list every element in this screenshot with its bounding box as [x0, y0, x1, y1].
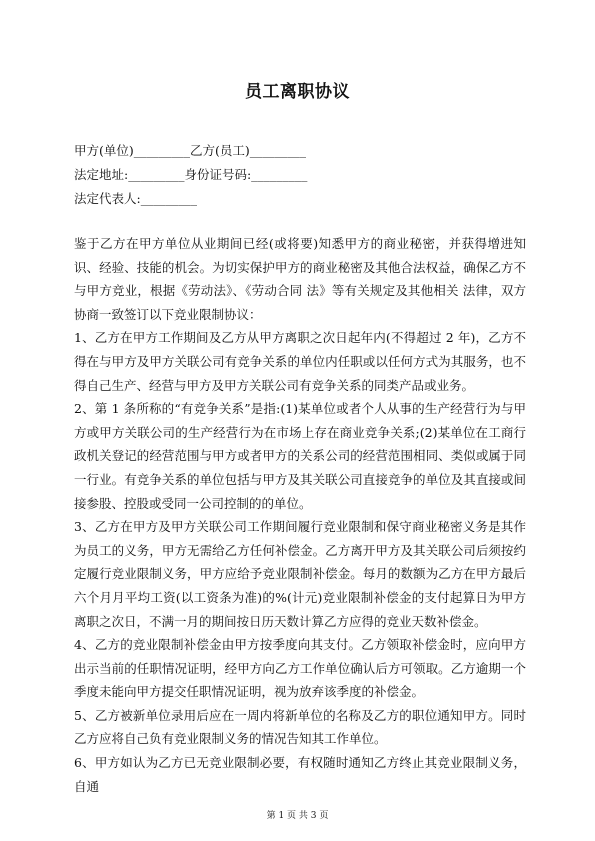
document-title: 员工离职协议	[245, 82, 350, 102]
clause-3: 3、乙方在甲方及甲方关联公司工作期间履行竞业限制和保守商业秘密义务是其作为员工的义务，甲方无需给乙方任何补偿金。乙方离开甲方及其关联公司后须按约定履行竞业限制义务，甲方应给予竞业限制补偿金。每月的数额为乙方在甲方最后六个月月平均工资(以工资条为准)的%(计元)竞业限制补偿金的支付起算日为甲方离职之次日，不满一月的期间按日历天数计算乙方应得的竞业天数补偿金。	[74, 519, 526, 629]
clause-6: 6、甲方如认为乙方已无竞业限制必要，有权随时通知乙方终止其竞业限制义务，自通	[74, 755, 526, 794]
clause-4: 4、乙方的竞业限制补偿金由甲方按季度向其支付。乙方领取补偿金时，应向甲方出示当前的任职情况证明，经甲方向乙方工作单位确认后方可领取。乙方逾期一个季度未能向甲方提交任职情况证明，视为放弃该季度的补偿金。	[74, 637, 526, 700]
page-number: 第 1 页 共 3 页	[266, 811, 329, 821]
clause-2: 2、第 1 条所称的“有竞争关系”是指:(1)某单位或者个人从事的生产经营行为与甲方或甲方关联公司的生产经营行为在市场上存在商业竞争关系;(2)某单位在工商行政机关登记的经营范围与甲方或者甲方的关系公司的经营范围相同、类似或属于同一行业。有竞争关系的单位包括与甲方及其关联公司直接竞争的单位及其直接或间接参股、控股或受同一公司控制的的单位。	[74, 401, 526, 511]
agreement-body	[74, 232, 526, 798]
party-line: 甲方(单位)_________乙方(员工)_________	[74, 143, 307, 158]
clause-1: 1、乙方在甲方工作期间及乙方从甲方离职之次日起年内(不得超过 2 年)，乙方不得在与甲方及甲方关联公司有竞争关系的单位内任职或以任何方式为其服务，也不得自己生产、经营与甲方及甲方关联公司有竞争关系的同类产品或业务。	[74, 330, 526, 393]
preamble-paragraph: 鉴于乙方在甲方单位从业期间已经(或将要)知悉甲方的商业秘密，并获得增进知识、经验、技能的机会。为切实保护甲方的商业秘密及其他合法权益，确保乙方不与甲方竞业，根据《劳动法》、《劳动合同 法》等有关规定及其他相关 法律，双方协商一致签订以下竞业限制协议：	[74, 236, 526, 322]
clause-5: 5、乙方被新单位录用后应在一周内将新单位的名称及乙方的职位通知甲方。同时乙方应将自己负有竞业限制义务的情况告知其工作单位。	[74, 707, 526, 747]
legal-representative-line: 法定代表人:_________	[74, 191, 197, 206]
address-id-line: 法定地址:_________身份证号码:_________	[74, 167, 308, 182]
